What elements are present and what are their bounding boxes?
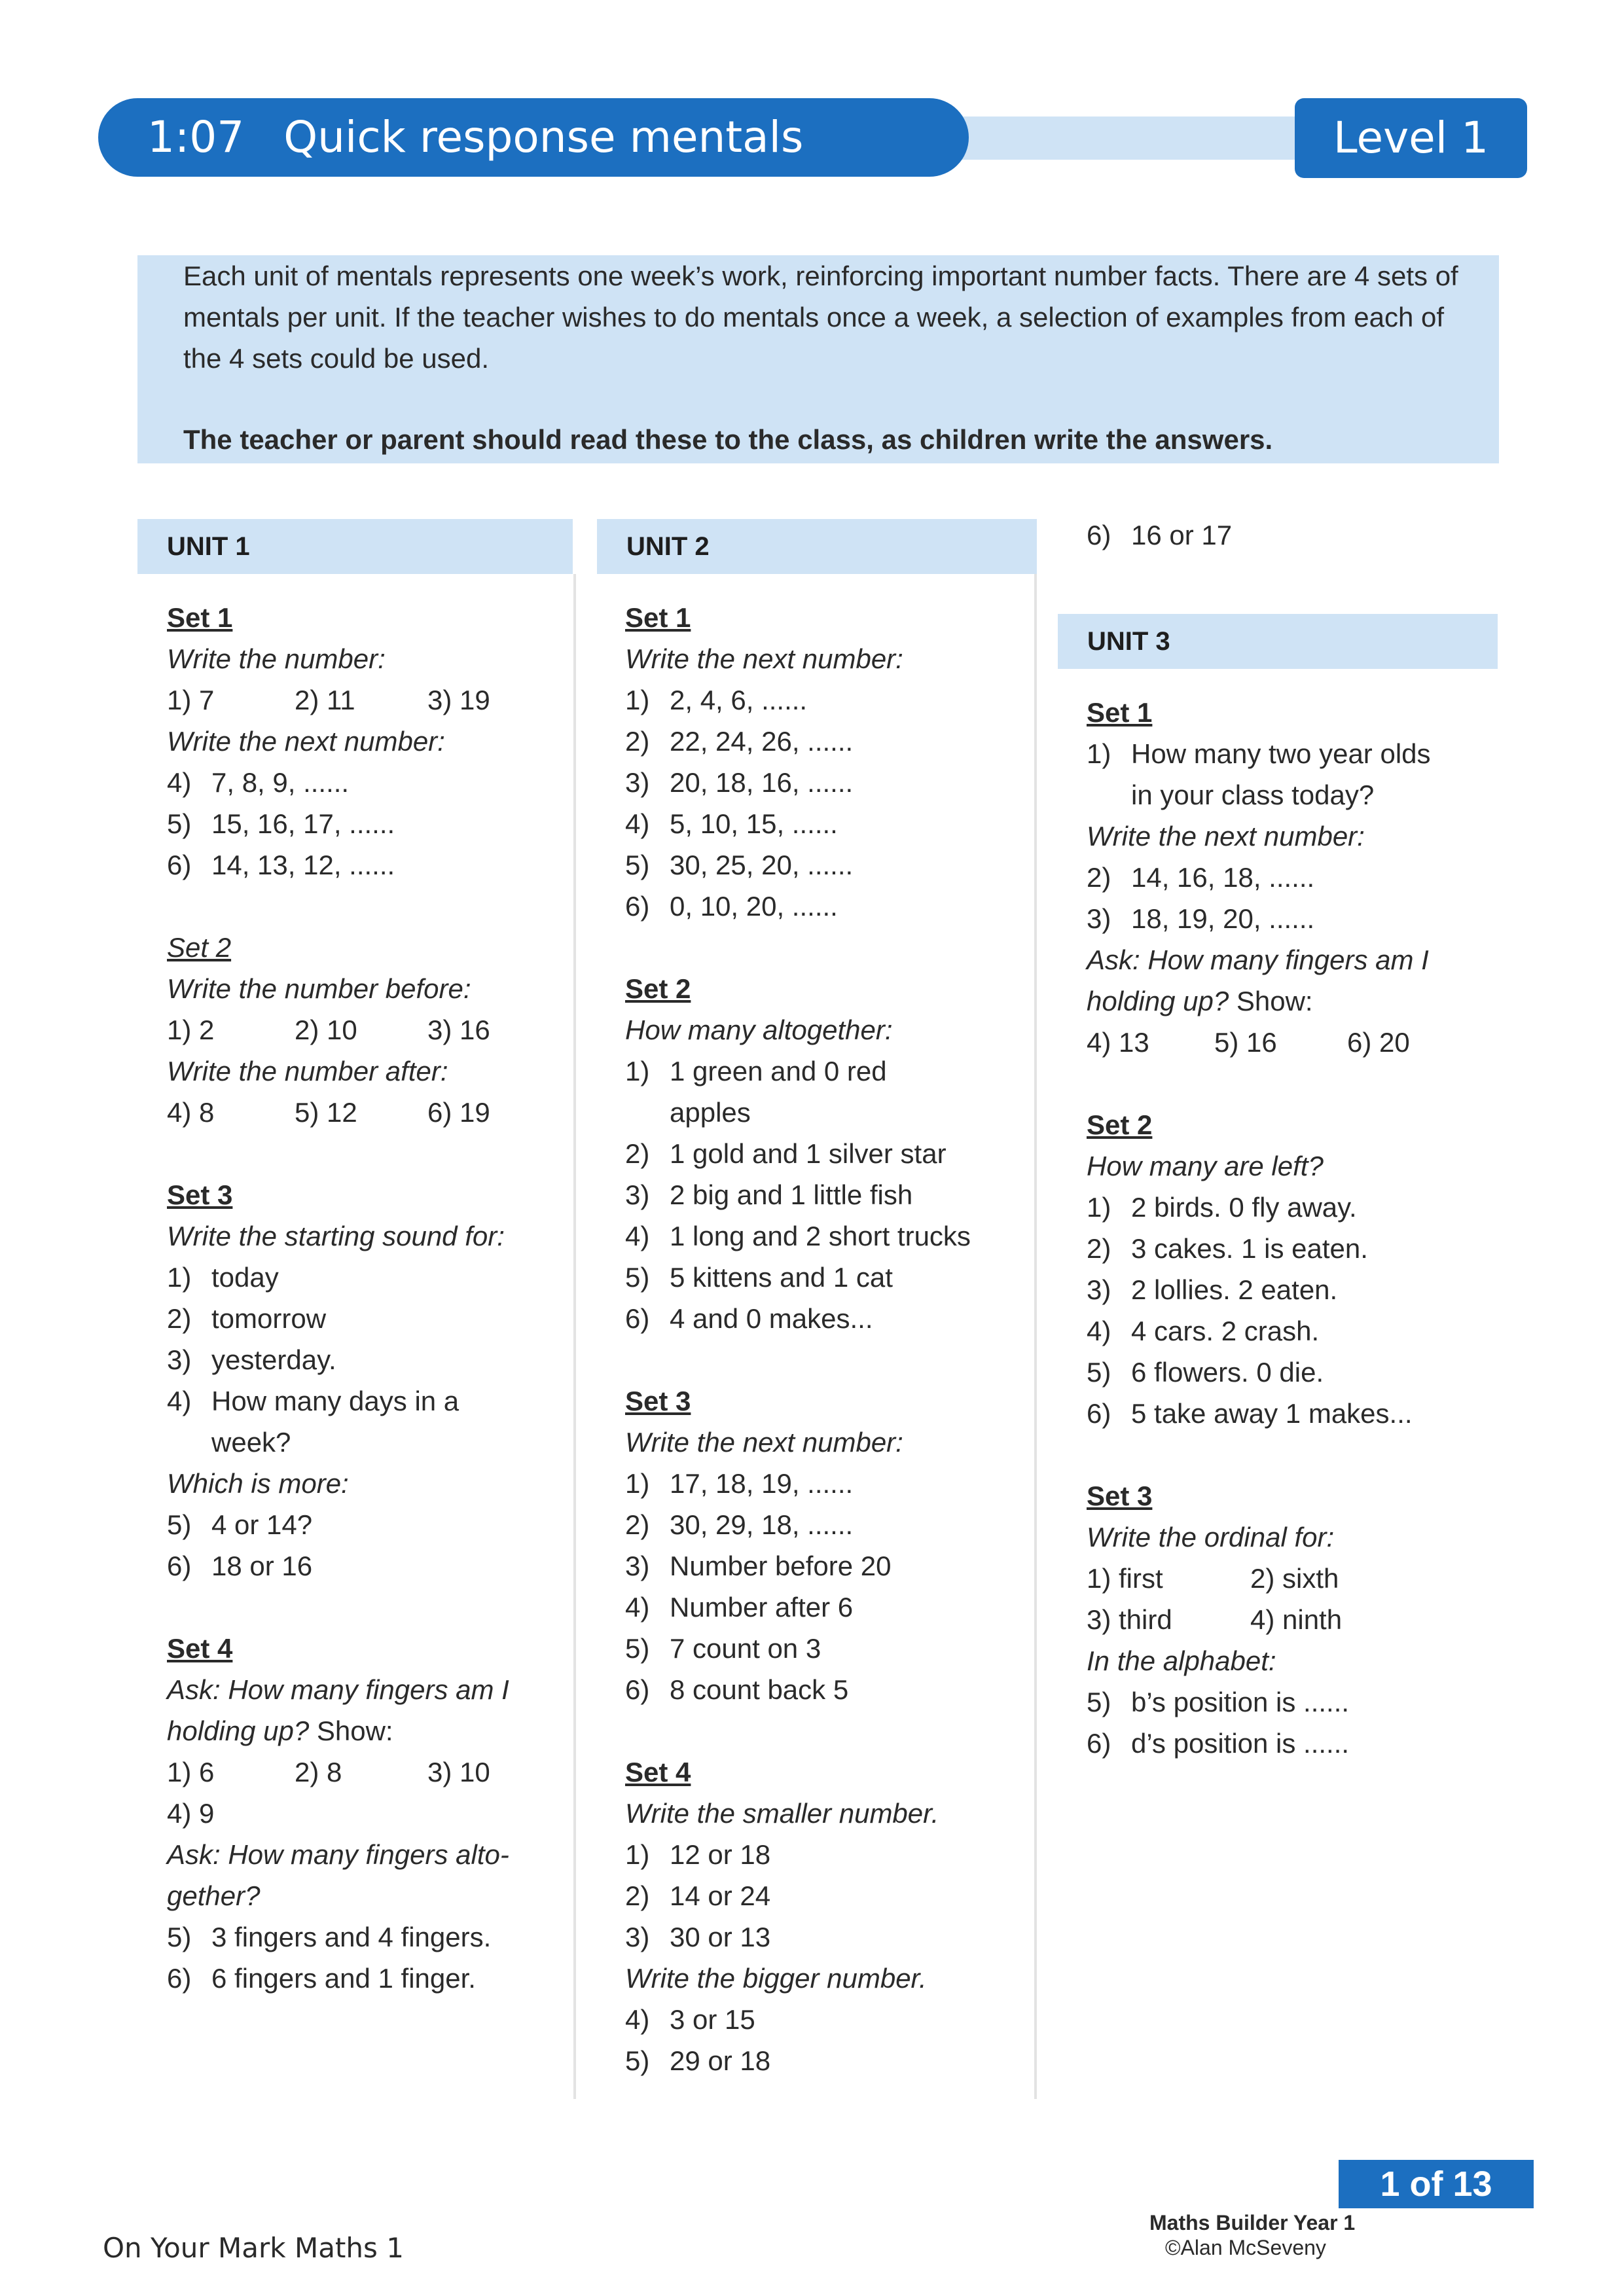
lesson-code: 1:07 xyxy=(147,112,245,162)
question-item xyxy=(625,1545,1031,1587)
item-number: 5) xyxy=(625,850,650,880)
question-item: 1) 7 xyxy=(167,685,215,715)
question-item: 5) 12 xyxy=(295,1097,357,1128)
set-heading: Set 3 xyxy=(167,1179,233,1210)
answer-row xyxy=(1087,1599,1492,1640)
instruction-text: holding up? xyxy=(1087,986,1229,1016)
question-item: 3) third xyxy=(1087,1604,1172,1635)
set-heading: Set 1 xyxy=(1087,697,1153,728)
item-text: 6 fingers and 1 finger. xyxy=(211,1963,476,1994)
item-number: 1) xyxy=(625,1468,650,1499)
item-text: 2 big and 1 little fish xyxy=(670,1179,913,1210)
item-number: 6) xyxy=(1087,520,1111,550)
instruction: Write the number after: xyxy=(167,1056,448,1086)
instruction: Which is more: xyxy=(167,1468,349,1499)
item-number: 1) xyxy=(1087,738,1111,769)
item-number: 5) xyxy=(625,1262,650,1293)
question-item xyxy=(625,844,1031,886)
answer-row xyxy=(1087,1558,1492,1599)
question-item xyxy=(625,1257,1031,1298)
item-number: 4) xyxy=(625,2004,650,2035)
item-number: 5) xyxy=(1087,1687,1111,1717)
question-item xyxy=(167,1545,560,1587)
item-number: 3) xyxy=(625,1922,650,1952)
question-item xyxy=(625,1463,1031,1504)
instruction: Write the next number: xyxy=(625,1427,903,1458)
item-number: 4) xyxy=(1087,1316,1111,1346)
item-number: 1) xyxy=(625,1839,650,1870)
instruction: Ask: How many fingers alto- xyxy=(167,1839,509,1870)
set-heading: Set 3 xyxy=(1087,1480,1153,1511)
item-number: 6) xyxy=(167,1551,192,1581)
question-item xyxy=(167,1958,560,1999)
question-item xyxy=(167,844,560,886)
question-item: 2) 10 xyxy=(295,1014,357,1045)
item-number: 5) xyxy=(167,808,192,839)
question-item: 3) 16 xyxy=(427,1014,490,1045)
instruction: In the alphabet: xyxy=(1087,1645,1276,1676)
question-item xyxy=(1087,1228,1492,1269)
item-text: Number after 6 xyxy=(670,1592,854,1623)
item-text: 0, 10, 20, ...... xyxy=(670,891,838,922)
instruction: Ask: How many fingers am I xyxy=(167,1674,509,1705)
item-number: 6) xyxy=(625,1303,650,1334)
item-text: 1 green and 0 red xyxy=(670,1056,887,1086)
question-item xyxy=(167,1339,560,1380)
item-number: 6) xyxy=(167,1963,192,1994)
item-number: 5) xyxy=(167,1509,192,1540)
item-text: 2, 4, 6, ...... xyxy=(670,685,808,715)
series-name: On Your Mark Maths 1 xyxy=(103,2232,404,2264)
item-continuation: in your class today? xyxy=(1131,780,1375,810)
question-item xyxy=(625,1875,1031,1916)
question-item xyxy=(1087,1269,1492,1310)
item-text: 1 long and 2 short trucks xyxy=(670,1221,971,1251)
question-item xyxy=(625,1587,1031,1628)
instruction: Write the smaller number. xyxy=(625,1798,939,1829)
question-item: 3) 19 xyxy=(427,685,490,715)
instruction: Write the next number: xyxy=(167,726,445,757)
question-item: 6) 19 xyxy=(427,1097,490,1128)
unit-1-heading: UNIT 1 xyxy=(137,519,573,574)
question-item xyxy=(625,2040,1031,2081)
question-item xyxy=(625,721,1031,762)
column-divider xyxy=(573,574,576,2099)
item-text: tomorrow xyxy=(211,1303,327,1334)
item-text: 18 or 16 xyxy=(211,1551,313,1581)
item-text: 4 or 14? xyxy=(211,1509,313,1540)
item-number: 4) xyxy=(167,1386,192,1416)
lesson-title: Quick response mentals xyxy=(283,112,804,162)
question-item xyxy=(625,679,1031,721)
item-number: 4) xyxy=(625,1592,650,1623)
set-heading: Set 1 xyxy=(167,602,233,633)
unit-3-heading: UNIT 3 xyxy=(1058,614,1498,669)
question-item xyxy=(625,1999,1031,2040)
item-text: 12 or 18 xyxy=(670,1839,771,1870)
question-item: 4) ninth xyxy=(1250,1604,1343,1635)
book-title: Maths Builder Year 1 xyxy=(1149,2211,1356,2234)
instruction xyxy=(1087,980,1492,1022)
item-text: 14, 16, 18, ...... xyxy=(1131,862,1315,893)
question-item xyxy=(1087,514,1492,556)
item-number: 4) xyxy=(625,1221,650,1251)
set-heading: Set 2 xyxy=(1087,1109,1153,1140)
question-item xyxy=(625,1669,1031,1710)
question-item xyxy=(1087,1352,1492,1393)
item-text: 5 take away 1 makes... xyxy=(1131,1398,1413,1429)
set-heading: Set 3 xyxy=(625,1386,691,1416)
item-number: 5) xyxy=(167,1922,192,1952)
item-text: 7, 8, 9, ...... xyxy=(211,767,350,798)
question-item xyxy=(1087,1393,1492,1434)
item-text: 17, 18, 19, ...... xyxy=(670,1468,854,1499)
item-text: 2 birds. 0 fly away. xyxy=(1131,1192,1357,1223)
question-item xyxy=(625,1834,1031,1875)
item-text: today xyxy=(211,1262,279,1293)
item-text: 5, 10, 15, ...... xyxy=(670,808,838,839)
header-strip xyxy=(916,117,1322,160)
instruction xyxy=(167,1710,560,1751)
instruction: Write the number before: xyxy=(167,973,471,1004)
question-item: 1) 2 xyxy=(167,1014,215,1045)
item-continuation: apples xyxy=(670,1097,751,1128)
question-item xyxy=(1087,1681,1492,1723)
question-item xyxy=(167,1298,560,1339)
question-item xyxy=(1087,898,1492,939)
instruction: Write the ordinal for: xyxy=(1087,1522,1335,1552)
item-text: Number before 20 xyxy=(670,1551,892,1581)
item-text: 7 count on 3 xyxy=(670,1633,821,1664)
question-item: 2) 8 xyxy=(295,1757,342,1787)
answer-row xyxy=(1087,1022,1492,1063)
item-text: 14, 13, 12, ...... xyxy=(211,850,395,880)
unit-2-column xyxy=(625,597,1031,2081)
question-item xyxy=(167,803,560,844)
item-number: 2) xyxy=(1087,862,1111,893)
instruction: Write the number: xyxy=(167,643,386,674)
question-item: 2) 11 xyxy=(295,685,355,715)
item-text: 30, 25, 20, ...... xyxy=(670,850,854,880)
question-item: 1) first xyxy=(1087,1563,1163,1594)
item-number: 1) xyxy=(625,1056,650,1086)
item-continuation: week? xyxy=(211,1427,291,1458)
question-item: 2) sixth xyxy=(1250,1563,1339,1594)
set-heading: Set 2 xyxy=(167,932,232,963)
item-text: 4 and 0 makes... xyxy=(670,1303,873,1334)
instruction: Write the starting sound for: xyxy=(167,1221,505,1251)
answer-row xyxy=(167,679,560,721)
question-item xyxy=(1087,1310,1492,1352)
item-number: 6) xyxy=(625,891,650,922)
unit-1-column xyxy=(167,597,560,1999)
intro-panel xyxy=(137,255,1499,463)
question-item xyxy=(1087,1723,1492,1764)
item-text: 3 or 15 xyxy=(670,2004,755,2035)
question-item xyxy=(625,1215,1031,1257)
item-number: 1) xyxy=(1087,1192,1111,1223)
question-item xyxy=(625,803,1031,844)
question-item xyxy=(625,1050,1031,1092)
unit-3-column-body xyxy=(1087,692,1492,1764)
item-text: 15, 16, 17, ...... xyxy=(211,808,395,839)
item-number: 3) xyxy=(625,1551,650,1581)
item-text: 16 or 17 xyxy=(1131,520,1233,550)
item-text: 1 gold and 1 silver star xyxy=(670,1138,947,1169)
instruction: Write the next number: xyxy=(1087,821,1365,852)
item-text: 20, 18, 16, ...... xyxy=(670,767,854,798)
question-item: 4) 8 xyxy=(167,1097,215,1128)
set-heading: Set 2 xyxy=(625,973,691,1004)
item-number: 6) xyxy=(625,1674,650,1705)
item-number: 2) xyxy=(625,1509,650,1540)
question-item xyxy=(167,762,560,803)
question-item xyxy=(167,1257,560,1298)
question-item xyxy=(625,1298,1031,1339)
item-number: 3) xyxy=(1087,903,1111,934)
item-number: 2) xyxy=(625,1880,650,1911)
item-text: How many two year olds xyxy=(1131,738,1431,769)
column-divider xyxy=(1034,574,1037,2099)
question-item: 4) 13 xyxy=(1087,1027,1149,1058)
question-item xyxy=(1087,733,1492,774)
item-text: 3 cakes. 1 is eaten. xyxy=(1131,1233,1368,1264)
question-item: 3) 10 xyxy=(427,1757,490,1787)
item-text: b’s position is ...... xyxy=(1131,1687,1350,1717)
item-number: 4) xyxy=(625,808,650,839)
question-item xyxy=(625,1174,1031,1215)
question-item: 5) 16 xyxy=(1214,1027,1277,1058)
page-title xyxy=(147,106,803,169)
question-item xyxy=(167,1504,560,1545)
question-item xyxy=(625,1504,1031,1545)
copyright: ©Alan McSeveny xyxy=(1165,2236,1326,2259)
item-text: 4 cars. 2 crash. xyxy=(1131,1316,1320,1346)
item-text: 14 or 24 xyxy=(670,1880,771,1911)
item-text: How many days in a xyxy=(211,1386,460,1416)
instruction: Ask: How many fingers am I xyxy=(1087,944,1429,975)
question-item: 6) 20 xyxy=(1347,1027,1410,1058)
item-number: 5) xyxy=(1087,1357,1111,1388)
item-number: 5) xyxy=(625,2045,650,2076)
question-item xyxy=(625,1628,1031,1669)
instruction: How many are left? xyxy=(1087,1151,1324,1181)
question-item xyxy=(1087,1187,1492,1228)
item-number: 1) xyxy=(625,685,650,715)
instruction: Write the next number: xyxy=(625,643,903,674)
answer-row xyxy=(167,1092,560,1133)
item-text: 18, 19, 20, ...... xyxy=(1131,903,1315,934)
question-item: 1) 6 xyxy=(167,1757,215,1787)
item-number: 6) xyxy=(167,850,192,880)
item-number: 2) xyxy=(625,1138,650,1169)
set-heading: Set 4 xyxy=(167,1633,233,1664)
item-text: 8 count back 5 xyxy=(670,1674,849,1705)
unit-3-column xyxy=(1087,514,1492,556)
question-item xyxy=(1087,857,1492,898)
level-badge: Level 1 xyxy=(1295,98,1527,178)
set-heading: Set 4 xyxy=(625,1757,691,1787)
page-number: 1 of 13 xyxy=(1339,2160,1534,2208)
item-text: d’s position is ...... xyxy=(1131,1728,1350,1759)
show-label: Show: xyxy=(1229,986,1313,1016)
item-number: 3) xyxy=(167,1344,192,1375)
intro-note: The teacher or parent should read these to the class, as children write the answers. xyxy=(183,424,1273,455)
show-label: Show: xyxy=(309,1715,393,1746)
item-number: 3) xyxy=(625,1179,650,1210)
item-text: 2 lollies. 2 eaten. xyxy=(1131,1274,1338,1305)
item-text: 30 or 13 xyxy=(670,1922,771,1952)
instruction: Write the bigger number. xyxy=(625,1963,927,1994)
question-item xyxy=(167,1380,560,1422)
item-number: 2) xyxy=(167,1303,192,1334)
item-text: 3 fingers and 4 fingers. xyxy=(211,1922,492,1952)
item-number: 2) xyxy=(625,726,650,757)
intro-paragraph: Each unit of mentals represents one week’s work, reinforcing important number facts. There are 4 sets of mentals per unit. If the teacher wishes to do mentals once a week, a selection of examples from each of the 4 sets could be used. xyxy=(183,260,1458,374)
instruction: How many altogether: xyxy=(625,1014,893,1045)
item-number: 2) xyxy=(1087,1233,1111,1264)
question-item xyxy=(625,762,1031,803)
item-number: 4) xyxy=(167,767,192,798)
unit-2-heading: UNIT 2 xyxy=(597,519,1037,574)
item-text: 30, 29, 18, ...... xyxy=(670,1509,854,1540)
item-text: yesterday. xyxy=(211,1344,336,1375)
question-item xyxy=(167,1916,560,1958)
question-item xyxy=(625,886,1031,927)
item-number: 3) xyxy=(1087,1274,1111,1305)
instruction: gether? xyxy=(167,1880,261,1911)
item-text: 22, 24, 26, ...... xyxy=(670,726,854,757)
item-text: 5 kittens and 1 cat xyxy=(670,1262,893,1293)
question-item xyxy=(625,1916,1031,1958)
answer-row xyxy=(167,1009,560,1050)
item-text: 29 or 18 xyxy=(670,2045,771,2076)
question-item xyxy=(625,1133,1031,1174)
item-number: 6) xyxy=(1087,1398,1111,1429)
item-text: 6 flowers. 0 die. xyxy=(1131,1357,1324,1388)
instruction-text: holding up? xyxy=(167,1715,310,1746)
answer-row xyxy=(167,1751,560,1793)
item-number: 3) xyxy=(625,767,650,798)
item-number: 1) xyxy=(167,1262,192,1293)
set-heading: Set 1 xyxy=(625,602,691,633)
item-number: 6) xyxy=(1087,1728,1111,1759)
question-item: 4) 9 xyxy=(167,1798,215,1829)
item-number: 5) xyxy=(625,1633,650,1664)
